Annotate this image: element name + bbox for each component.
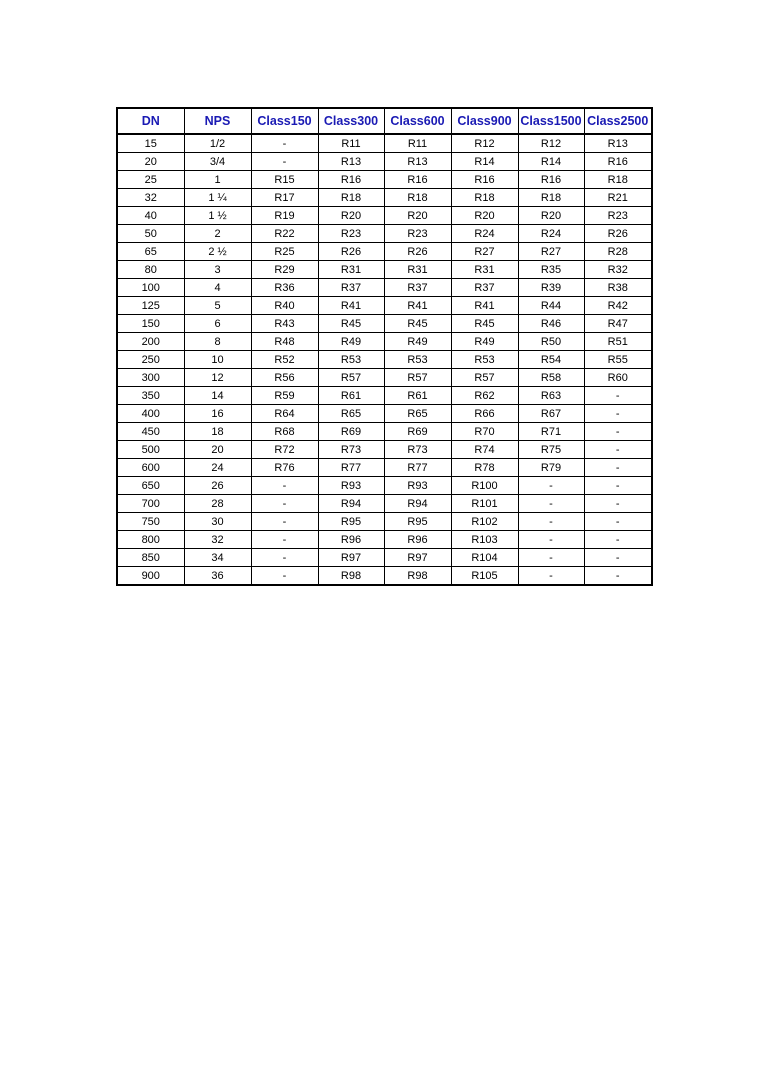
cell-class600: R61 (384, 387, 451, 405)
cell-class2500: R16 (584, 153, 652, 171)
header-nps: NPS (184, 108, 251, 134)
cell-class300: R41 (318, 297, 384, 315)
cell-class300: R53 (318, 351, 384, 369)
cell-class300: R65 (318, 405, 384, 423)
cell-class2500: - (584, 531, 652, 549)
cell-class900: R20 (451, 207, 518, 225)
cell-class900: R105 (451, 567, 518, 586)
cell-class300: R73 (318, 441, 384, 459)
cell-class900: R45 (451, 315, 518, 333)
cell-dn: 450 (117, 423, 184, 441)
cell-dn: 600 (117, 459, 184, 477)
table-row (117, 134, 652, 153)
table-row (117, 567, 652, 586)
cell-dn: 300 (117, 369, 184, 387)
cell-class300: R57 (318, 369, 384, 387)
cell-nps: 32 (184, 531, 251, 549)
cell-class1500: - (518, 495, 584, 513)
table-row (117, 387, 652, 405)
table-row (117, 405, 652, 423)
cell-class300: R96 (318, 531, 384, 549)
cell-class600: R73 (384, 441, 451, 459)
table-row (117, 513, 652, 531)
table-row (117, 477, 652, 495)
cell-class300: R77 (318, 459, 384, 477)
cell-class900: R37 (451, 279, 518, 297)
cell-class1500: - (518, 567, 584, 586)
cell-dn: 50 (117, 225, 184, 243)
cell-class900: R102 (451, 513, 518, 531)
cell-class2500: R38 (584, 279, 652, 297)
cell-class150: R29 (251, 261, 318, 279)
cell-nps: 1 ½ (184, 207, 251, 225)
cell-nps: 6 (184, 315, 251, 333)
cell-class600: R53 (384, 351, 451, 369)
cell-class1500: R46 (518, 315, 584, 333)
cell-class150: R72 (251, 441, 318, 459)
cell-class600: R13 (384, 153, 451, 171)
cell-class1500: R67 (518, 405, 584, 423)
cell-class600: R49 (384, 333, 451, 351)
cell-class900: R74 (451, 441, 518, 459)
cell-class2500: - (584, 513, 652, 531)
cell-class900: R104 (451, 549, 518, 567)
cell-class150: R40 (251, 297, 318, 315)
cell-class2500: R51 (584, 333, 652, 351)
cell-nps: 4 (184, 279, 251, 297)
cell-class2500: - (584, 405, 652, 423)
cell-class150: R22 (251, 225, 318, 243)
cell-dn: 15 (117, 134, 184, 153)
cell-nps: 18 (184, 423, 251, 441)
cell-class2500: R60 (584, 369, 652, 387)
cell-class600: R93 (384, 477, 451, 495)
cell-class600: R23 (384, 225, 451, 243)
cell-class900: R27 (451, 243, 518, 261)
cell-class2500: - (584, 495, 652, 513)
header-class300: Class300 (318, 108, 384, 134)
cell-class1500: R18 (518, 189, 584, 207)
cell-class150: R25 (251, 243, 318, 261)
cell-class900: R103 (451, 531, 518, 549)
cell-nps: 20 (184, 441, 251, 459)
cell-class150: - (251, 153, 318, 171)
cell-class2500: R13 (584, 134, 652, 153)
cell-class900: R66 (451, 405, 518, 423)
cell-nps: 1/2 (184, 134, 251, 153)
cell-class150: R48 (251, 333, 318, 351)
table-row (117, 495, 652, 513)
cell-nps: 2 ½ (184, 243, 251, 261)
ring-joint-table (116, 107, 653, 586)
cell-class1500: R44 (518, 297, 584, 315)
cell-class1500: R12 (518, 134, 584, 153)
header-class1500: Class1500 (518, 108, 584, 134)
cell-dn: 500 (117, 441, 184, 459)
cell-class600: R11 (384, 134, 451, 153)
cell-class900: R101 (451, 495, 518, 513)
cell-nps: 30 (184, 513, 251, 531)
cell-class300: R23 (318, 225, 384, 243)
cell-class600: R20 (384, 207, 451, 225)
cell-class900: R16 (451, 171, 518, 189)
cell-class150: R59 (251, 387, 318, 405)
cell-dn: 350 (117, 387, 184, 405)
cell-class2500: - (584, 549, 652, 567)
cell-nps: 14 (184, 387, 251, 405)
cell-class1500: R54 (518, 351, 584, 369)
cell-class300: R61 (318, 387, 384, 405)
header-dn: DN (117, 108, 184, 134)
cell-class600: R98 (384, 567, 451, 586)
cell-class1500: R35 (518, 261, 584, 279)
header-class2500: Class2500 (584, 108, 652, 134)
cell-class1500: R50 (518, 333, 584, 351)
cell-class900: R70 (451, 423, 518, 441)
header-class900: Class900 (451, 108, 518, 134)
table-row (117, 531, 652, 549)
cell-class300: R13 (318, 153, 384, 171)
cell-class900: R41 (451, 297, 518, 315)
cell-class150: - (251, 477, 318, 495)
table-row (117, 171, 652, 189)
cell-class600: R57 (384, 369, 451, 387)
cell-dn: 65 (117, 243, 184, 261)
cell-dn: 25 (117, 171, 184, 189)
cell-dn: 80 (117, 261, 184, 279)
cell-class600: R31 (384, 261, 451, 279)
cell-dn: 150 (117, 315, 184, 333)
cell-nps: 34 (184, 549, 251, 567)
cell-class150: R36 (251, 279, 318, 297)
cell-class900: R12 (451, 134, 518, 153)
cell-class600: R18 (384, 189, 451, 207)
header-row (117, 108, 652, 134)
cell-dn: 100 (117, 279, 184, 297)
cell-nps: 28 (184, 495, 251, 513)
cell-class600: R41 (384, 297, 451, 315)
cell-dn: 200 (117, 333, 184, 351)
cell-class900: R78 (451, 459, 518, 477)
cell-class900: R18 (451, 189, 518, 207)
cell-class150: R43 (251, 315, 318, 333)
cell-class1500: R39 (518, 279, 584, 297)
cell-class600: R45 (384, 315, 451, 333)
cell-class600: R77 (384, 459, 451, 477)
table-row (117, 243, 652, 261)
cell-class600: R37 (384, 279, 451, 297)
table-row (117, 279, 652, 297)
cell-class2500: - (584, 459, 652, 477)
cell-class1500: R79 (518, 459, 584, 477)
cell-class900: R62 (451, 387, 518, 405)
cell-class300: R31 (318, 261, 384, 279)
cell-nps: 1 (184, 171, 251, 189)
cell-class900: R49 (451, 333, 518, 351)
cell-class2500: R21 (584, 189, 652, 207)
cell-class150: - (251, 567, 318, 586)
table-row (117, 315, 652, 333)
cell-class300: R11 (318, 134, 384, 153)
table-row (117, 351, 652, 369)
cell-dn: 20 (117, 153, 184, 171)
cell-class1500: R27 (518, 243, 584, 261)
cell-class1500: R58 (518, 369, 584, 387)
cell-class300: R98 (318, 567, 384, 586)
cell-class300: R20 (318, 207, 384, 225)
cell-dn: 800 (117, 531, 184, 549)
table-body (117, 134, 652, 585)
cell-nps: 16 (184, 405, 251, 423)
table-row (117, 153, 652, 171)
cell-class300: R45 (318, 315, 384, 333)
cell-class600: R69 (384, 423, 451, 441)
cell-dn: 850 (117, 549, 184, 567)
cell-class300: R49 (318, 333, 384, 351)
table-row (117, 207, 652, 225)
cell-class900: R57 (451, 369, 518, 387)
table-row (117, 189, 652, 207)
cell-class2500: - (584, 477, 652, 495)
cell-class1500: R75 (518, 441, 584, 459)
cell-nps: 8 (184, 333, 251, 351)
cell-nps: 5 (184, 297, 251, 315)
cell-class900: R53 (451, 351, 518, 369)
cell-class300: R18 (318, 189, 384, 207)
cell-class2500: R42 (584, 297, 652, 315)
cell-class1500: R16 (518, 171, 584, 189)
cell-class1500: - (518, 477, 584, 495)
cell-dn: 250 (117, 351, 184, 369)
cell-class2500: - (584, 567, 652, 586)
cell-class900: R14 (451, 153, 518, 171)
cell-class1500: - (518, 549, 584, 567)
table-row (117, 459, 652, 477)
cell-class600: R65 (384, 405, 451, 423)
cell-class1500: R20 (518, 207, 584, 225)
cell-class600: R94 (384, 495, 451, 513)
cell-class600: R95 (384, 513, 451, 531)
cell-dn: 750 (117, 513, 184, 531)
cell-dn: 650 (117, 477, 184, 495)
cell-class2500: - (584, 441, 652, 459)
cell-nps: 2 (184, 225, 251, 243)
cell-class2500: - (584, 387, 652, 405)
cell-class1500: R24 (518, 225, 584, 243)
cell-class150: R19 (251, 207, 318, 225)
cell-class150: R15 (251, 171, 318, 189)
cell-class150: R52 (251, 351, 318, 369)
cell-class300: R97 (318, 549, 384, 567)
cell-class900: R100 (451, 477, 518, 495)
table-row (117, 261, 652, 279)
cell-class600: R16 (384, 171, 451, 189)
cell-dn: 700 (117, 495, 184, 513)
cell-nps: 36 (184, 567, 251, 586)
cell-class2500: R55 (584, 351, 652, 369)
cell-class2500: R32 (584, 261, 652, 279)
cell-class1500: - (518, 513, 584, 531)
cell-class1500: R63 (518, 387, 584, 405)
cell-class300: R69 (318, 423, 384, 441)
cell-class900: R31 (451, 261, 518, 279)
cell-class150: - (251, 513, 318, 531)
table-row (117, 333, 652, 351)
cell-class150: R56 (251, 369, 318, 387)
cell-class300: R95 (318, 513, 384, 531)
header-class600: Class600 (384, 108, 451, 134)
cell-dn: 125 (117, 297, 184, 315)
cell-nps: 24 (184, 459, 251, 477)
cell-class150: R68 (251, 423, 318, 441)
cell-class900: R24 (451, 225, 518, 243)
cell-dn: 900 (117, 567, 184, 586)
table-row (117, 297, 652, 315)
cell-class300: R26 (318, 243, 384, 261)
cell-nps: 1 ¼ (184, 189, 251, 207)
table-row (117, 225, 652, 243)
cell-class300: R94 (318, 495, 384, 513)
cell-nps: 10 (184, 351, 251, 369)
cell-class600: R26 (384, 243, 451, 261)
cell-class2500: - (584, 423, 652, 441)
cell-class2500: R26 (584, 225, 652, 243)
cell-dn: 400 (117, 405, 184, 423)
cell-nps: 3 (184, 261, 251, 279)
cell-class150: R17 (251, 189, 318, 207)
cell-class300: R93 (318, 477, 384, 495)
cell-nps: 26 (184, 477, 251, 495)
cell-class1500: R71 (518, 423, 584, 441)
cell-dn: 32 (117, 189, 184, 207)
cell-class150: - (251, 495, 318, 513)
cell-class2500: R23 (584, 207, 652, 225)
cell-class1500: R14 (518, 153, 584, 171)
cell-class2500: R18 (584, 171, 652, 189)
cell-class150: R76 (251, 459, 318, 477)
cell-dn: 40 (117, 207, 184, 225)
cell-class150: R64 (251, 405, 318, 423)
cell-class2500: R28 (584, 243, 652, 261)
cell-class600: R97 (384, 549, 451, 567)
cell-class2500: R47 (584, 315, 652, 333)
cell-class150: - (251, 549, 318, 567)
cell-class300: R16 (318, 171, 384, 189)
table-row (117, 369, 652, 387)
cell-nps: 12 (184, 369, 251, 387)
cell-nps: 3/4 (184, 153, 251, 171)
cell-class150: - (251, 531, 318, 549)
table-row (117, 549, 652, 567)
cell-class600: R96 (384, 531, 451, 549)
table-row (117, 423, 652, 441)
header-class150: Class150 (251, 108, 318, 134)
cell-class300: R37 (318, 279, 384, 297)
cell-class150: - (251, 134, 318, 153)
cell-class1500: - (518, 531, 584, 549)
table-row (117, 441, 652, 459)
